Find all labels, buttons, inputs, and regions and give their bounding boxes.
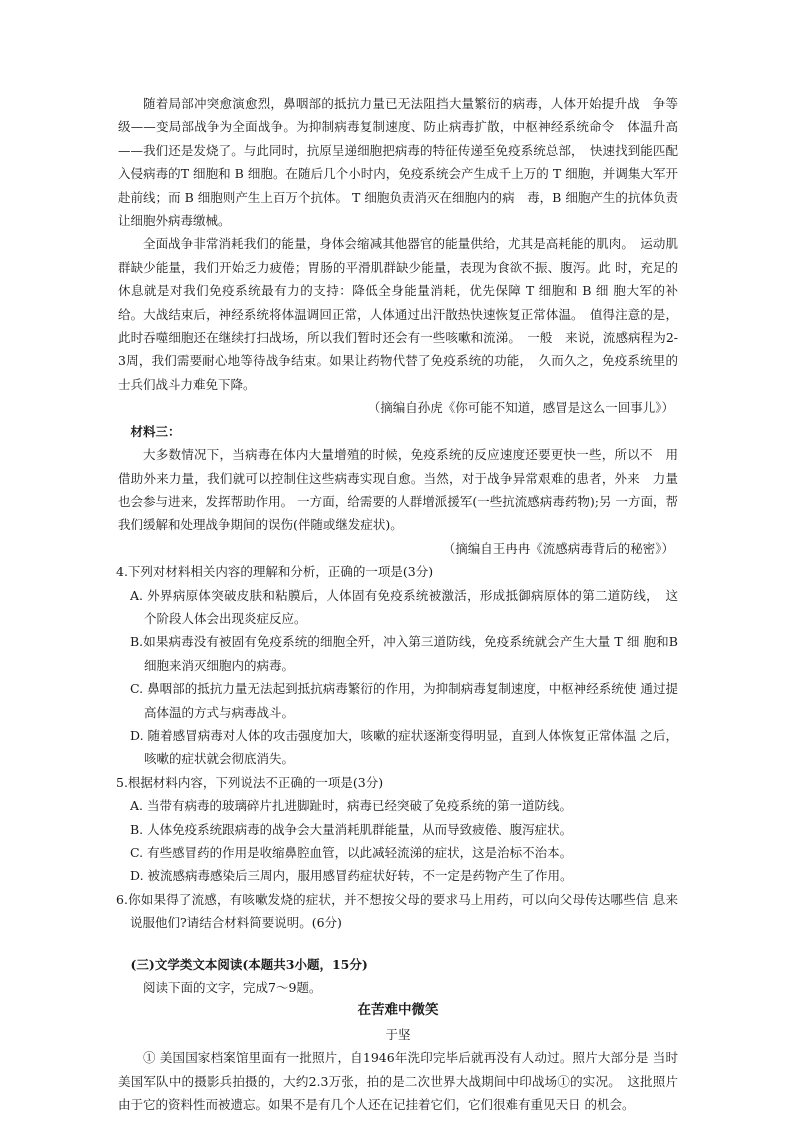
material3-source: （摘编自王冉冉《流感病毒背后的秘密》） [442, 540, 674, 556]
story-title: 在苦难中微笑 [357, 1002, 439, 1019]
question-4-option-b: B.如果病毒没有被固有免疫系统的细胞全歼，冲入第三道防线，免疫系统就会产生大量 T 细 胞和B 细胞来消灭细胞内的病毒。 [130, 634, 678, 673]
section3-instruction: 阅读下面的文字，完成7～9题。 [143, 980, 322, 996]
question-5-option-a: A. 当带有病毒的玻璃碎片扎进脚趾时，病毒已经突破了免疫系统的第一道防线。 [130, 798, 572, 814]
story-paragraph-1: ① 美国国家档案馆里面有一批照片，自1946年洗印完毕后就再没有人动过。照片大部分是 当时美国军队中的摄影兵拍摄的，大约2.3万张，拍的是二次世界大战期间中印战场①的实况。 这批照片由于它的资料性而被遗忘。如果不是有几个人还在记挂着它们，它们很难有重见天日 的机会。 [118, 1050, 678, 1113]
question-4-option-d: D. 随着感冒病毒对人体的攻击强度加大，咳嗽的症状逐渐变得明显，直到人体恢复正常体温 之后，咳嗽的症状就会彻底消失。 [130, 727, 678, 767]
question-4-option-a: A. 外界病原体突破皮肤和粘膜后，人体固有免疫系统被激活，形成抵御病原体的第二道防线， 这个阶段人体会出现炎症反应。 [130, 587, 678, 626]
material3-paragraph-1: 大多数情况下，当病毒在体内大量增殖的时候，免疫系统的反应速度还要更快一些，所以不 用借助外来力量，我们就可以控制住这些病毒实现自愈。当然，对于战争异常艰难的患者，外来 力量也会参与进来，发挥帮助作用。 一方面，给需要的人群增派援军(一些抗流感病毒药物);另 一方面，帮我们缓解和处理战争期间的误伤(伴随或继发症状)。 [118, 447, 678, 533]
section-gap [118, 935, 678, 953]
material2-source: （摘编自孙虎《你可能不知道，感冒是这么一回事儿》） [367, 400, 674, 416]
question-5-stem: 5.根据材料内容，下列说法不正确的一项是(3分) [116, 774, 384, 790]
section3-heading: (三)文学类文本阅读(本题共3小题，15分) [130, 956, 368, 972]
question-4-option-c: C. 鼻咽部的抵抗力量无法起到抵抗病毒繁衍的作用，为抑制病毒复制速度，中枢神经系统使 通过提高体温的方式与病毒战斗。 [130, 681, 678, 720]
question-5-option-d: D. 被流感病毒感染后三周内，服用感冒药症状好转，不一定是药物产生了作用。 [130, 868, 573, 884]
material3-heading: 材料三： [130, 423, 181, 439]
material2-paragraph-1: 随着局部冲突愈演愈烈，鼻咽部的抵抗力量已无法阻挡大量繁衍的病毒，人体开始提升战 争等级——变局部战争为全面战争。为抑制病毒复制速度、防止病毒扩散，中枢神经系统命令 体温升高——我们还是发烧了。与此同时，抗原呈递细胞把病毒的特征传递至免疫系统总部， 快速找到能匹配入侵病毒的T 细胞和 B 细胞。在随后几个小时内，免疫系统会产生成千上万的 T 细胞，并调集大军开赴前线；而 B 细胞则产生上百万个抗体。 T 细胞负责消灭在细胞内的病 毒，B 细胞产生的抗体负责让细胞外病毒缴械。 [118, 96, 678, 229]
material2-paragraph-2: 全面战争非常消耗我们的能量，身体会缩减其他器官的能量供给，尤其是高耗能的肌肉。 运动肌群缺少能量，我们开始乏力疲倦；胃肠的平滑肌群缺少能量，表现为食欲不振、腹泻。此 时，充足的休息就是对我们免疫系统最有力的支持：降低全身能量消耗，优先保障 T 细胞和 B 细 胞大军的补给。大战结束后，神经系统将体温调回正常，人体通过出汗散热快速恢复正常体温。 值得注意的是，此时吞噬细胞还在继续打扫战场，所以我们暂时还会有一些咳嗽和流涕。 一般 来说，流感病程为2-3周，我们需要耐心地等待战争结束。如果让药物代替了免疫系统的功能， 久而久之，免疫系统里的士兵们战斗力难免下降。 [118, 236, 678, 392]
document-page [118, 92, 678, 1116]
question-5-option-b: B. 人体免疫系统跟病毒的战争会大量消耗肌群能量，从而导致疲倦、腹泻症状。 [130, 821, 573, 837]
story-author: 于坚 [385, 1026, 411, 1042]
question-6-stem: 6.你如果得了流感，有咳嗽发烧的症状，并不想按父母的要求马上用药，可以向父母传达哪些信 息来说服他们?请结合材料简要说明。(6分) [116, 891, 678, 931]
question-4-stem: 4.下列对材料相关内容的理解和分析，正确的一项是(3分) [116, 564, 434, 580]
question-5-option-c: C. 有些感冒药的作用是收缩鼻腔血管，以此减轻流涕的症状，这是治标不治本。 [130, 845, 573, 860]
